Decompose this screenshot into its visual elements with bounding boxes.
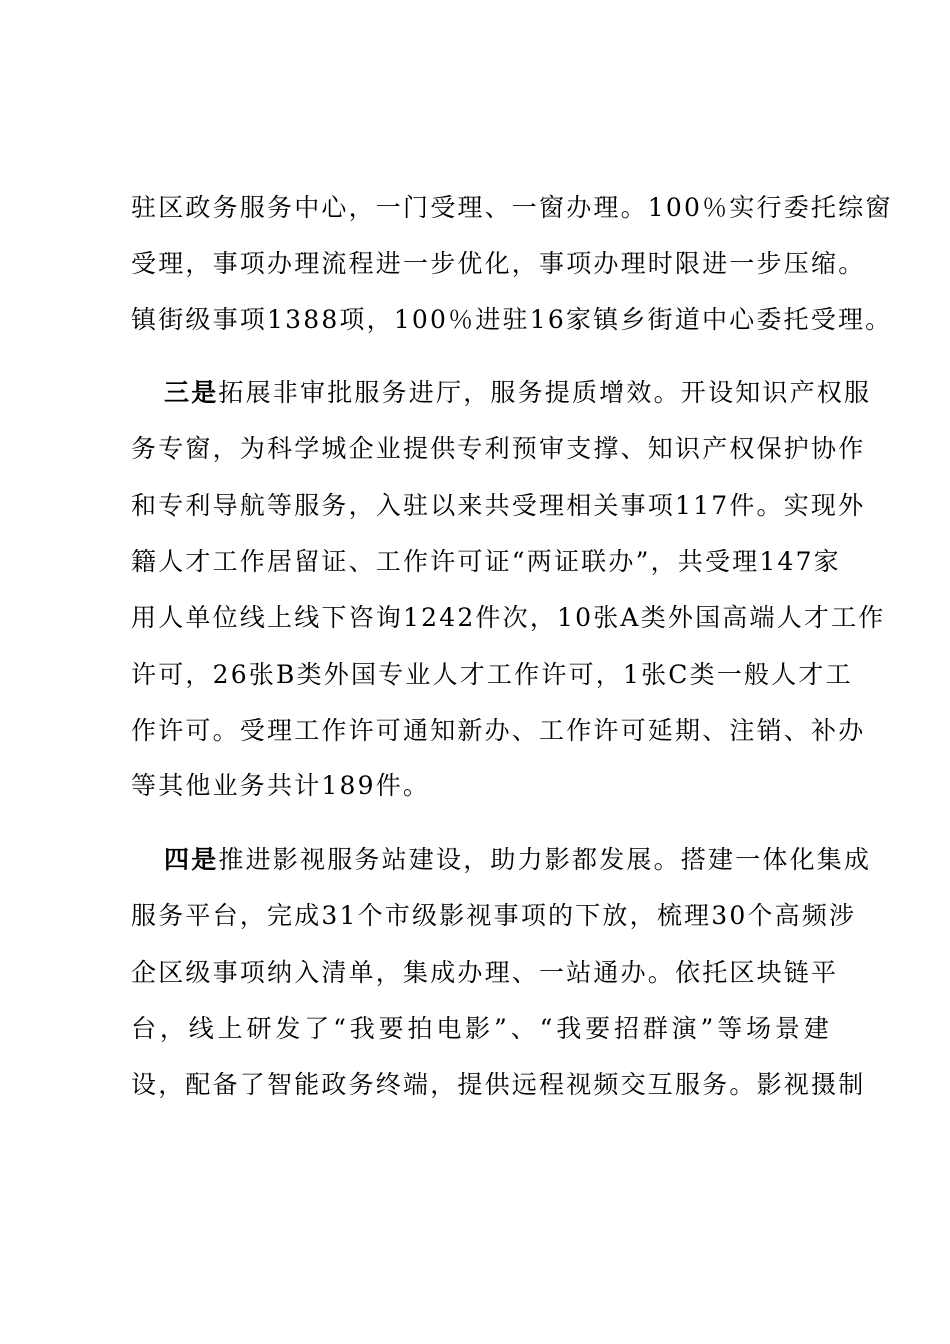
paragraph-line: 台，线上研发了“我要拍电影”、“我要招群演”等场景建 [131, 1014, 831, 1043]
paragraph-line: 镇街级事项1388项，100％进驻16家镇乡街道中心委托受理。 [131, 305, 893, 334]
paragraph-first-line [164, 840, 872, 880]
paragraph-lead-label: 三是 [164, 378, 219, 407]
paragraph-line: 务专窗，为科学城企业提供专利预审支撑、知识产权保护协作 [131, 434, 866, 463]
paragraph-line: 作许可。受理工作许可通知新办、工作许可延期、注销、补办 [131, 716, 866, 745]
paragraph-line: 等其他业务共计189件。 [131, 771, 431, 800]
paragraph-line: 和专利导航等服务，入驻以来共受理相关事项117件。实现外 [131, 491, 866, 520]
paragraph-line: 用人单位线上线下咨询1242件次，10张A类外国高端人才工作 [131, 603, 886, 632]
paragraph-lead-label: 四是 [164, 845, 219, 874]
paragraph-line: 企区级事项纳入清单，集成办理、一站通办。依托区块链平 [131, 958, 839, 987]
paragraph-first-line-text: 拓展非审批服务进厅，服务提质增效。开设知识产权服 [218, 378, 872, 407]
paragraph-line: 许可，26张B类外国专业人才工作许可，1张C类一般人才工 [131, 660, 853, 689]
paragraph-line: 受理，事项办理流程进一步优化，事项办理时限进一步压缩。 [131, 249, 866, 278]
paragraph-first-line-text: 推进影视服务站建设，助力影都发展。搭建一体化集成 [218, 845, 872, 874]
paragraph-line: 驻区政务服务中心，一门受理、一窗办理。100％实行委托综窗 [131, 193, 893, 222]
paragraph-line: 籍人才工作居留证、工作许可证“两证联办”，共受理147家 [131, 547, 841, 576]
paragraph-line: 设，配备了智能政务终端，提供远程视频交互服务。影视摄制 [131, 1070, 866, 1099]
paragraph-first-line [164, 373, 872, 413]
paragraph-line: 服务平台，完成31个市级影视事项的下放，梳理30个高频涉 [131, 901, 857, 930]
